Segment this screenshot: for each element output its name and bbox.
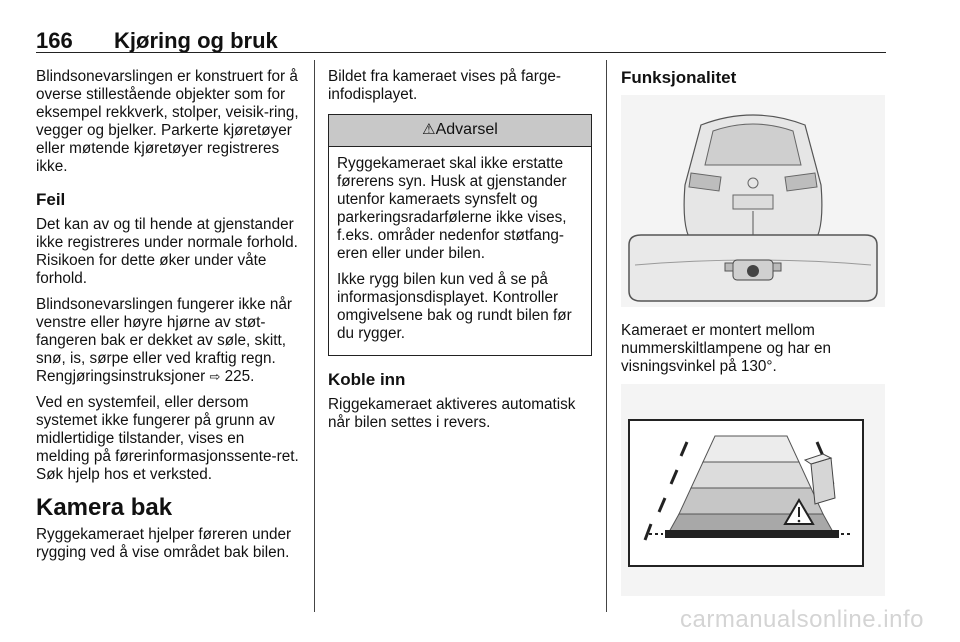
paragraph: Riggekameraet aktiveres automatisk når bilen settes i revers.: [328, 396, 576, 431]
warning-header: ⚠Advarsel: [329, 115, 591, 147]
warning-text: Ryggekameraet skal ikke erstatte førerens syn. Husk at gjenstander utenfor kameraets synsfelt og parkeringsradarfølerne ikke vises, f.eks. områder nedenfor støtfang-eren eller under bilen.: [337, 155, 567, 262]
car-rear-illustration: [621, 95, 885, 307]
column-1: [36, 68, 302, 570]
page-ref-arrow-icon: ⇨: [209, 369, 221, 384]
camera-display-figure: [621, 384, 885, 596]
warning-body: [329, 147, 591, 355]
paragraph: Ryggekameraet hjelper føreren under rygging ved å vise området bak bilen.: [36, 526, 292, 561]
paragraph: Ved en systemfeil, eller dersom systemet ikke fungerer på grunn av midlertidige tilstander, vises en melding på førerinformasjonssente-ret. Søk hjelp hos et verksted.: [36, 394, 299, 483]
column-divider-2: [606, 60, 607, 612]
paragraph: Bildet fra kameraet vises på farge-infodisplayet.: [328, 68, 561, 103]
page-header: [36, 28, 886, 54]
column-2: [328, 68, 592, 440]
column-divider-1: [314, 60, 315, 612]
page-ref[interactable]: 225.: [224, 368, 255, 385]
camera-display-illustration: [621, 384, 885, 596]
page-number: 166: [36, 28, 73, 53]
warning-box: [328, 114, 592, 356]
heading-funksjonalitet: Funksjonalitet: [621, 68, 737, 87]
warning-text: Ikke rygg bilen kun ved å se på informasjonsdisplayet. Kontroller omgivelsene bak og rundt bilen før du rygger.: [337, 271, 572, 342]
paragraph: Blindsonevarslingen fungerer ikke når venstre eller høyre hjørne av støt-fangeren bak er dekket av søle, skitt, snø, is, sørpe eller ved kraftig regn. Rengjøringsinstruksjoner ⇨ 225.: [36, 296, 292, 385]
paragraph: Det kan av og til hende at gjenstander ikke registreres under normale forhold. Risikoen for dette øker under våte forhold.: [36, 216, 298, 287]
paragraph: Kameraet er montert mellom nummerskiltlampene og har en visningsvinkel på 130°.: [621, 322, 832, 375]
chapter-title: Kjøring og bruk: [114, 28, 278, 53]
heading-kamera-bak: Kamera bak: [36, 494, 173, 521]
triangle-warning-icon: ⚠: [422, 121, 436, 138]
heading-koble-inn: Koble inn: [328, 370, 406, 389]
car-rear-camera-figure: [621, 95, 885, 307]
watermark: carmanualsonline.info: [680, 606, 924, 633]
column-3: [621, 68, 885, 94]
heading-feil: Feil: [36, 190, 66, 209]
header-rule: [36, 52, 886, 53]
paragraph: Blindsonevarslingen er konstruert for å overse stillestående objekter som for eksempel rekkverk, stolper, veisik-ring, vegger og bjelker. Parkerte kjøretøyer eller møtende kjøretøyer registreres ikke.: [36, 68, 299, 175]
column-3-text: [621, 322, 885, 384]
